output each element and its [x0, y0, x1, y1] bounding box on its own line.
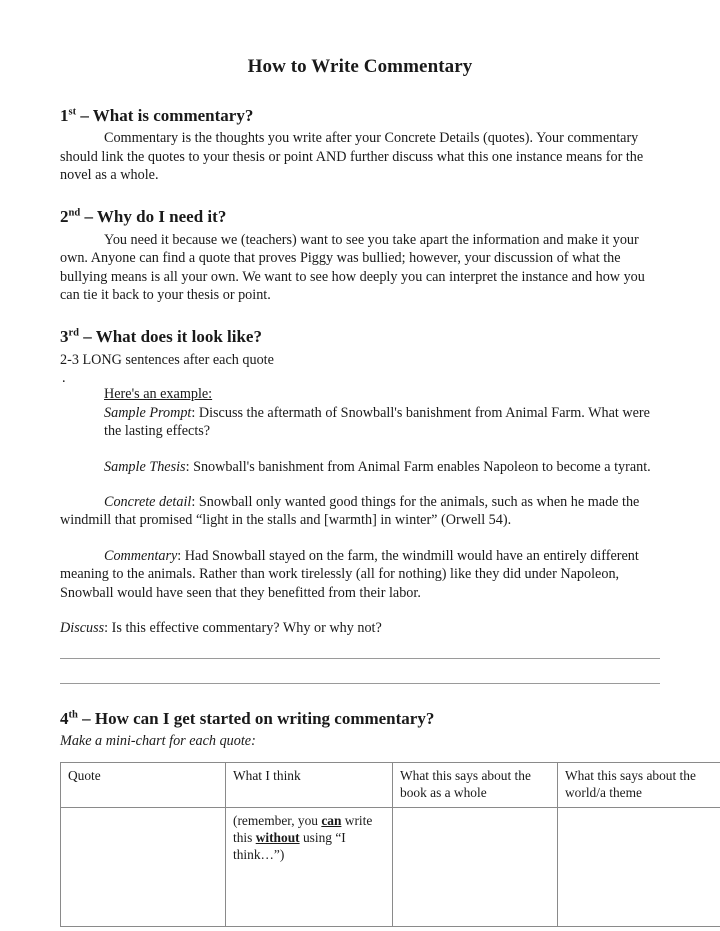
sample-prompt-line — [104, 404, 660, 441]
spacer — [104, 476, 660, 493]
table-header-quote: Quote — [61, 763, 226, 808]
table-header-what-i-think: What I think — [226, 763, 393, 808]
stray-period-mark: . — [62, 370, 66, 387]
note-middle: write this — [233, 813, 373, 846]
section-heading-4 — [60, 708, 660, 729]
spacer — [104, 530, 660, 547]
commentary-line — [60, 547, 660, 602]
section-ordinal-suffix-4: th — [68, 709, 78, 721]
section-ordinal-1: 1 — [60, 105, 69, 125]
what-i-think-note — [233, 813, 372, 862]
note-emphasis-without: without — [255, 830, 300, 846]
spacer — [104, 441, 660, 458]
commentary-label: Commentary — [104, 547, 178, 564]
discuss-line — [60, 619, 660, 637]
section-heading-text-4: – How can I get started on writing commentary? — [77, 708, 435, 728]
note-before: (remember, you — [233, 813, 322, 829]
section-heading-1 — [60, 105, 660, 126]
section-ordinal-3: 3 — [60, 327, 69, 347]
example-label-text: Here's an example: — [104, 386, 213, 403]
mini-chart-table — [60, 762, 720, 927]
concrete-detail-line — [60, 493, 660, 530]
section-ordinal-suffix-1: st — [68, 106, 77, 118]
section-heading-text-1: – What is commentary? — [76, 105, 254, 125]
table-cell-what-i-think[interactable] — [226, 808, 393, 927]
answer-line-1[interactable] — [60, 658, 660, 659]
sample-prompt-text: : Discuss the aftermath of Snowball's banishment from Animal Farm. What were the lasting effects? — [104, 404, 650, 440]
table-cell-quote[interactable] — [61, 808, 226, 927]
section-3-lead-line: 2-3 LONG sentences after each quote — [60, 351, 274, 368]
section-heading-text-2: – Why do I need it? — [80, 207, 227, 227]
spacer — [60, 184, 660, 206]
sample-thesis-label: Sample Thesis — [104, 458, 186, 475]
section-heading-text-3: – What does it look like? — [79, 327, 262, 347]
sample-prompt-label: Sample Prompt — [104, 404, 192, 421]
concrete-detail-text: : Snowball only wanted good things for the animals, such as when he made the windmill that promised “light in the stalls and [warmth] in winter” (Orwell 54). — [60, 493, 640, 529]
section-ordinal-suffix-3: rd — [68, 327, 80, 339]
note-emphasis-can: can — [321, 813, 342, 829]
example-label — [104, 385, 660, 403]
discuss-label: Discuss — [60, 620, 105, 637]
table-header-world-a-theme: What this says about the world/a theme — [558, 763, 720, 808]
note-after: using “I think…”) — [233, 830, 346, 863]
example-block — [60, 385, 660, 638]
section-heading-3 — [60, 326, 660, 347]
table-header-book-as-a-whole: What this says about the book as a whole — [393, 763, 558, 808]
section-ordinal-suffix-2: nd — [68, 207, 81, 219]
spacer — [104, 602, 660, 619]
section-heading-2 — [60, 206, 660, 227]
table-row — [61, 808, 720, 927]
table-header-row — [61, 763, 720, 808]
section-4-subtitle: Make a mini-chart for each quote: — [60, 732, 256, 749]
sample-thesis-text: : Snowball's banishment from Animal Farm enables Napoleon to become a tyrant. — [185, 458, 651, 475]
answer-lines — [60, 658, 660, 684]
page-title: How to Write Commentary — [247, 56, 473, 77]
section-paragraph-1: Commentary is the thoughts you write after your Concrete Details (quotes). Your commentary should link the quotes to your thesis or point AND further discuss what this one instance means for the novel as a whole. — [60, 130, 644, 183]
discuss-text: : Is this effective commentary? Why or why not? — [104, 620, 382, 637]
table-cell-book-as-a-whole[interactable] — [393, 808, 558, 927]
section-ordinal-2: 2 — [60, 207, 69, 227]
answer-line-2[interactable] — [60, 683, 660, 684]
spacer — [60, 304, 660, 326]
mini-chart-wrapper — [60, 762, 696, 927]
section-ordinal-4: 4 — [60, 708, 69, 728]
section-paragraph-2: You need it because we (teachers) want to see you take apart the information and make it your own. Anyone can find a quote that proves Piggy was bullied; however, your discussion of what the bullying means is all your own. We want to see how deeply you can interpret the instance and how you can tie it back to your thesis or point. — [60, 231, 645, 304]
concrete-detail-label: Concrete detail — [104, 493, 192, 510]
document-body — [60, 56, 696, 927]
table-cell-world-a-theme[interactable] — [558, 808, 720, 927]
sample-thesis-line — [104, 458, 660, 476]
commentary-text: : Had Snowball stayed on the farm, the windmill would have an entirely different meaning to the animals. Rather than work tirelessly (all for nothing) like they did under Napoleon, Snowball would have seen that they benefitted from their labor. — [60, 547, 639, 601]
